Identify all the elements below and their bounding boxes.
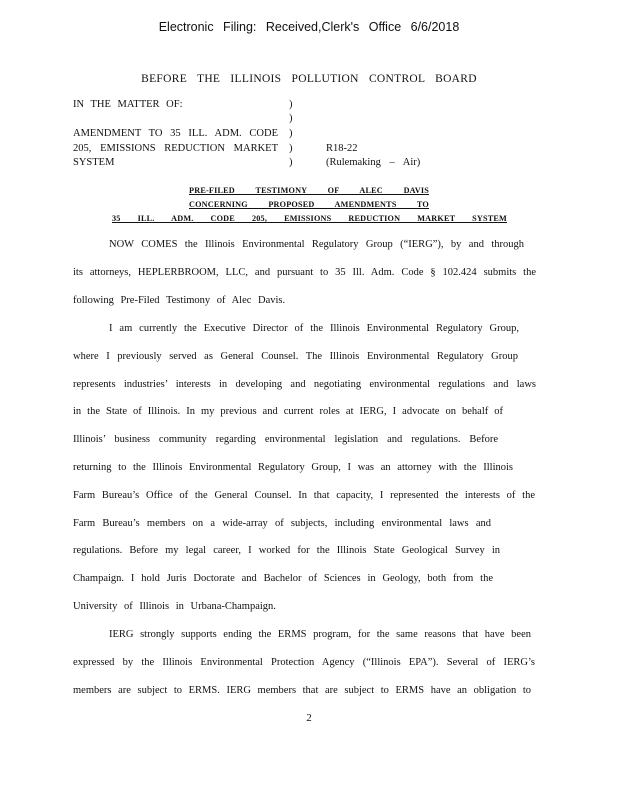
amendment-line-1: AMENDMENT TO 35 ILL. ADM. CODE [73,128,278,139]
title-line-2: CONCERNING PROPOSED AMENDMENTS TO [189,200,429,209]
filing-stamp-header: Electronic Filing: Received,Clerk's Office 6/6/2018 [158,20,460,34]
docket-number: R18-22 [326,143,358,154]
body-line: following Pre-Filed Testimony of Alec Davis. [73,295,286,306]
body-line: IERG strongly supports ending the ERMS program, for the same reasons that have been [109,629,531,640]
title-line-3: 35 ILL. ADM. CODE 205, EMISSIONS REDUCTION MARKET SYSTEM [112,214,507,223]
amendment-line-3: SYSTEM [73,157,115,168]
matter-line: IN THE MATTER OF: [73,99,183,110]
body-line: Farm Bureau’s members on a wide-array of subjects, including environmental laws and [73,518,491,529]
body-line: expressed by the Illinois Environmental Protection Agency (“Illinois EPA”). Several of IERG’s [73,657,535,668]
body-line: NOW COMES the Illinois Environmental Regulatory Group (“IERG”), by and through [109,239,524,250]
body-line: I am currently the Executive Director of the Illinois Environmental Regulatory Group, [109,323,519,334]
page-number: 2 [306,712,312,724]
amendment-line-2: 205, EMISSIONS REDUCTION MARKET [73,143,278,154]
caption-separator: ) [289,113,293,124]
body-line: returning to the Illinois Environmental Regulatory Group, I was an attorney with the Illinois [73,462,513,473]
body-line: in the State of Illinois. In my previous and current roles at IERG, I advocate on behalf of [73,406,503,417]
rulemaking-type: (Rulemaking – Air) [326,157,421,168]
body-line: its attorneys, HEPLERBROOM, LLC, and pursuant to 35 Ill. Adm. Code § 102.424 submits the [73,267,536,278]
body-line: where I previously served as General Counsel. The Illinois Environmental Regulatory Group [73,351,518,362]
body-line: Champaign. I hold Juris Doctorate and Bachelor of Sciences in Geology, both from the [73,573,493,584]
body-line: regulations. Before my legal career, I worked for the Illinois State Geological Survey in [73,545,500,556]
caption-separator: ) [289,99,293,110]
body-line: Farm Bureau’s Office of the General Counsel. In that capacity, I represented the interests of the [73,490,535,501]
body-line: Illinois’ business community regarding environmental legislation and regulations. Before [73,434,498,445]
caption-separator: ) [289,157,293,168]
caption-separator: ) [289,143,293,154]
title-line-1: PRE-FILED TESTIMONY OF ALEC DAVIS [189,186,429,195]
body-line: represents industries’ interests in developing and negotiating environmental regulations and laws [73,379,536,390]
caption-separator: ) [289,128,293,139]
body-line: University of Illinois in Urbana-Champaign. [73,601,276,612]
board-heading: BEFORE THE ILLINOIS POLLUTION CONTROL BOARD [141,73,477,85]
body-line: members are subject to ERMS. IERG members that are subject to ERMS have an obligation to [73,685,531,696]
